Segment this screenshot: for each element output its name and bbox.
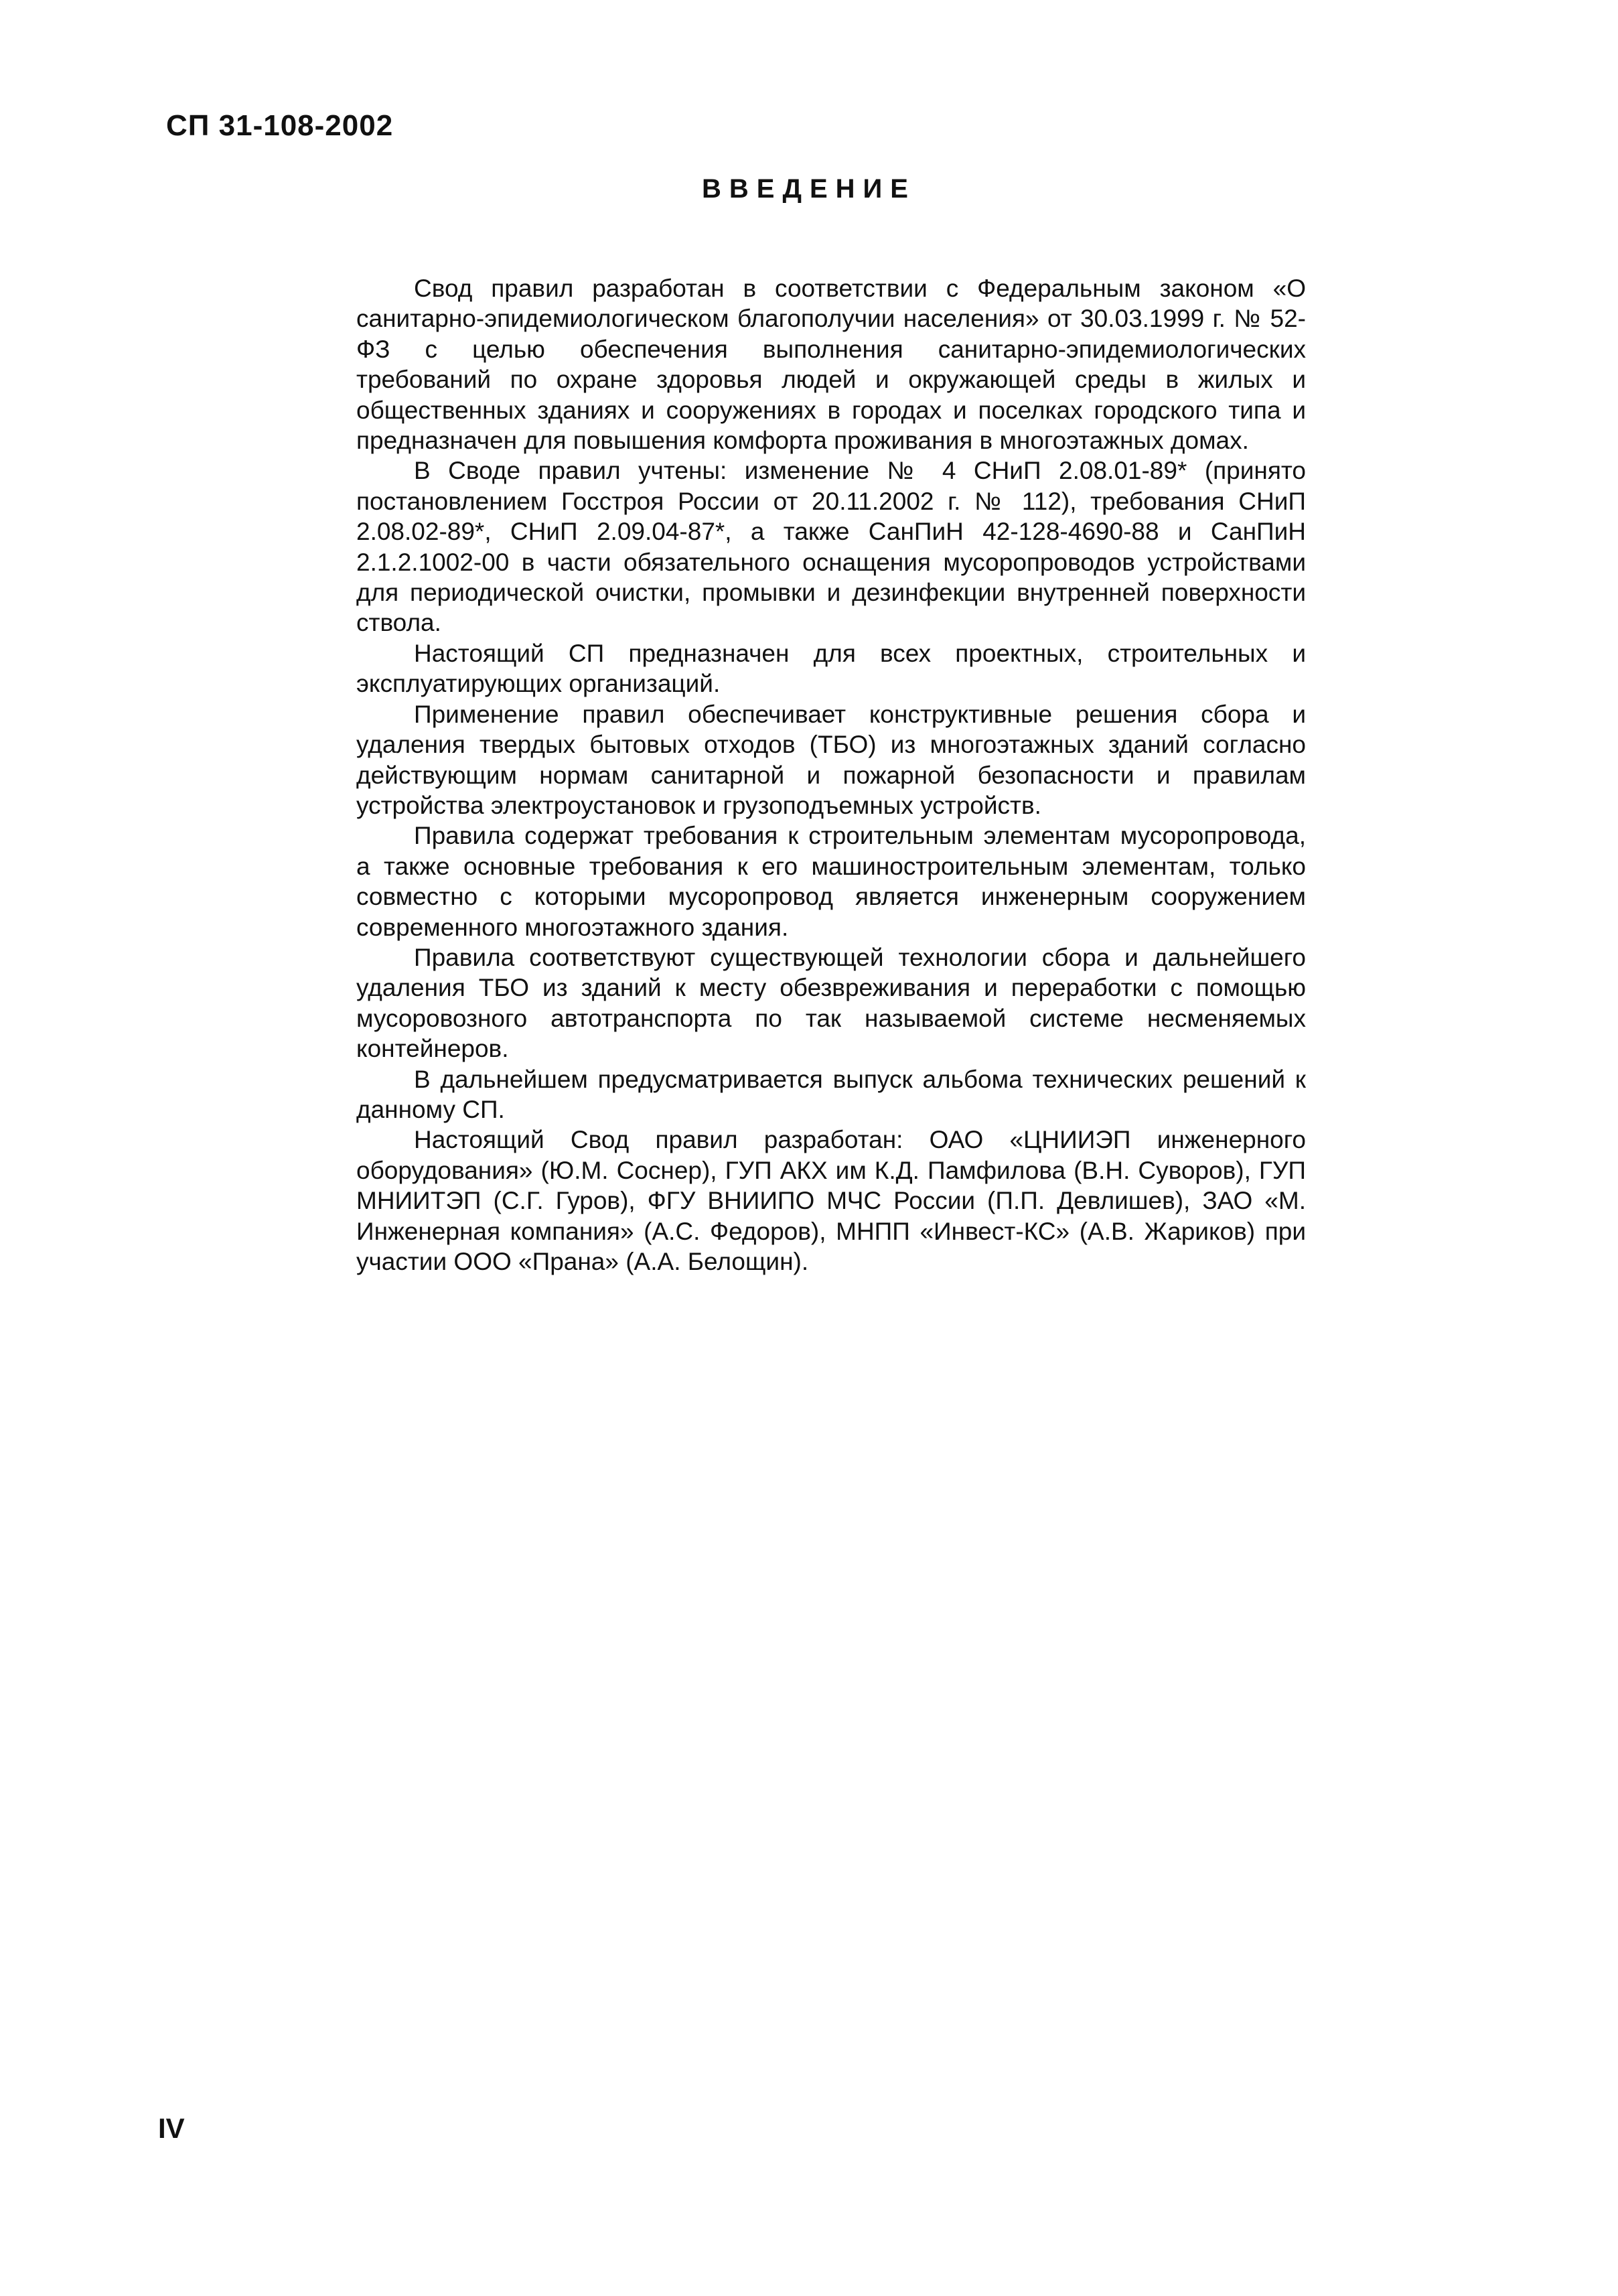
paragraph-technology: Правила соответствуют существующей технологии сбора и дальнейшего удаления ТБО из зданий к месту обезвреживания и переработки с помощью мусоровозного автотранспорта по так называемой системе несменяемых контейнеров. [356,943,1306,1063]
page-number: IV [158,2112,185,2144]
paragraph-requirements: Правила содержат требования к строительным элементам мусоропровода, а также основные требования к его машиностроительным элементам, только совместно с которыми мусоропровод является инженерным сооружением современного многоэтажного здания. [356,822,1306,941]
paragraph-audience: Настоящий СП предназначен для всех проектных, строительных и эксплуатирующих организаций. [356,639,1306,698]
paragraph-developers: Настоящий Свод правил разработан: ОАО «ЦНИИЭП инженерного оборудования» (Ю.М. Соснер), ГУП АКХ им К.Д. Памфилова (В.Н. Суворов), ГУП МНИИТЭП (С.Г. Гуров), ФГУ ВНИИПО МЧС России (П.П. Девлишев), ЗАО «М. Инженерная компания» (А.С. Федоров), МНПП «Инвест-КС» (А.В. Жариков) при участии ООО «Прана» (А.А. Белощин). [356,1126,1306,1275]
paragraph-purpose: Свод правил разработан в соответствии с Федеральным законом «О санитарно-эпидемиологическом благополучии населения» от 30.03.1999 г. № 52-ФЗ с целью обеспечения выполнения санитарно-эпидемиологических требований по охране здоровья людей и окружающей среды в жилых и общественных зданиях и сооружениях в городах и поселках городского типа и предназначен для повышения комфорта проживания в многоэтажных домах. [356,275,1306,455]
paragraph-application: Применение правил обеспечивает конструктивные решения сбора и удаления твердых бытовых отходов (ТБО) из многоэтажных зданий согласно действующим нормам санитарной и пожарной безопасности и правилам устройства электроустановок и грузоподъемных устройств. [356,700,1306,819]
body-text [356,273,1306,1277]
paragraph-future-album: В дальнейшем предусматривается выпуск альбома технических решений к данному СП. [356,1065,1306,1123]
paragraph-considered-norms: В Своде правил учтены: изменение № 4 СНиП 2.08.01-89* (принято постановлением Госстроя России от 20.11.2002 г. № 112), требования СНиП 2.08.02-89*, СНиП 2.09.04-87*, а также СанПиН 42-128-4690-88 и СанПиН 2.1.2.1002-00 в части обязательного оснащения мусоропроводов устройствами для периодической очистки, промывки и дезинфекции внутренней поверхности ствола. [356,457,1306,637]
section-title: ВВЕДЕНИЕ [702,174,916,204]
document-code: СП 31-108-2002 [166,109,394,142]
